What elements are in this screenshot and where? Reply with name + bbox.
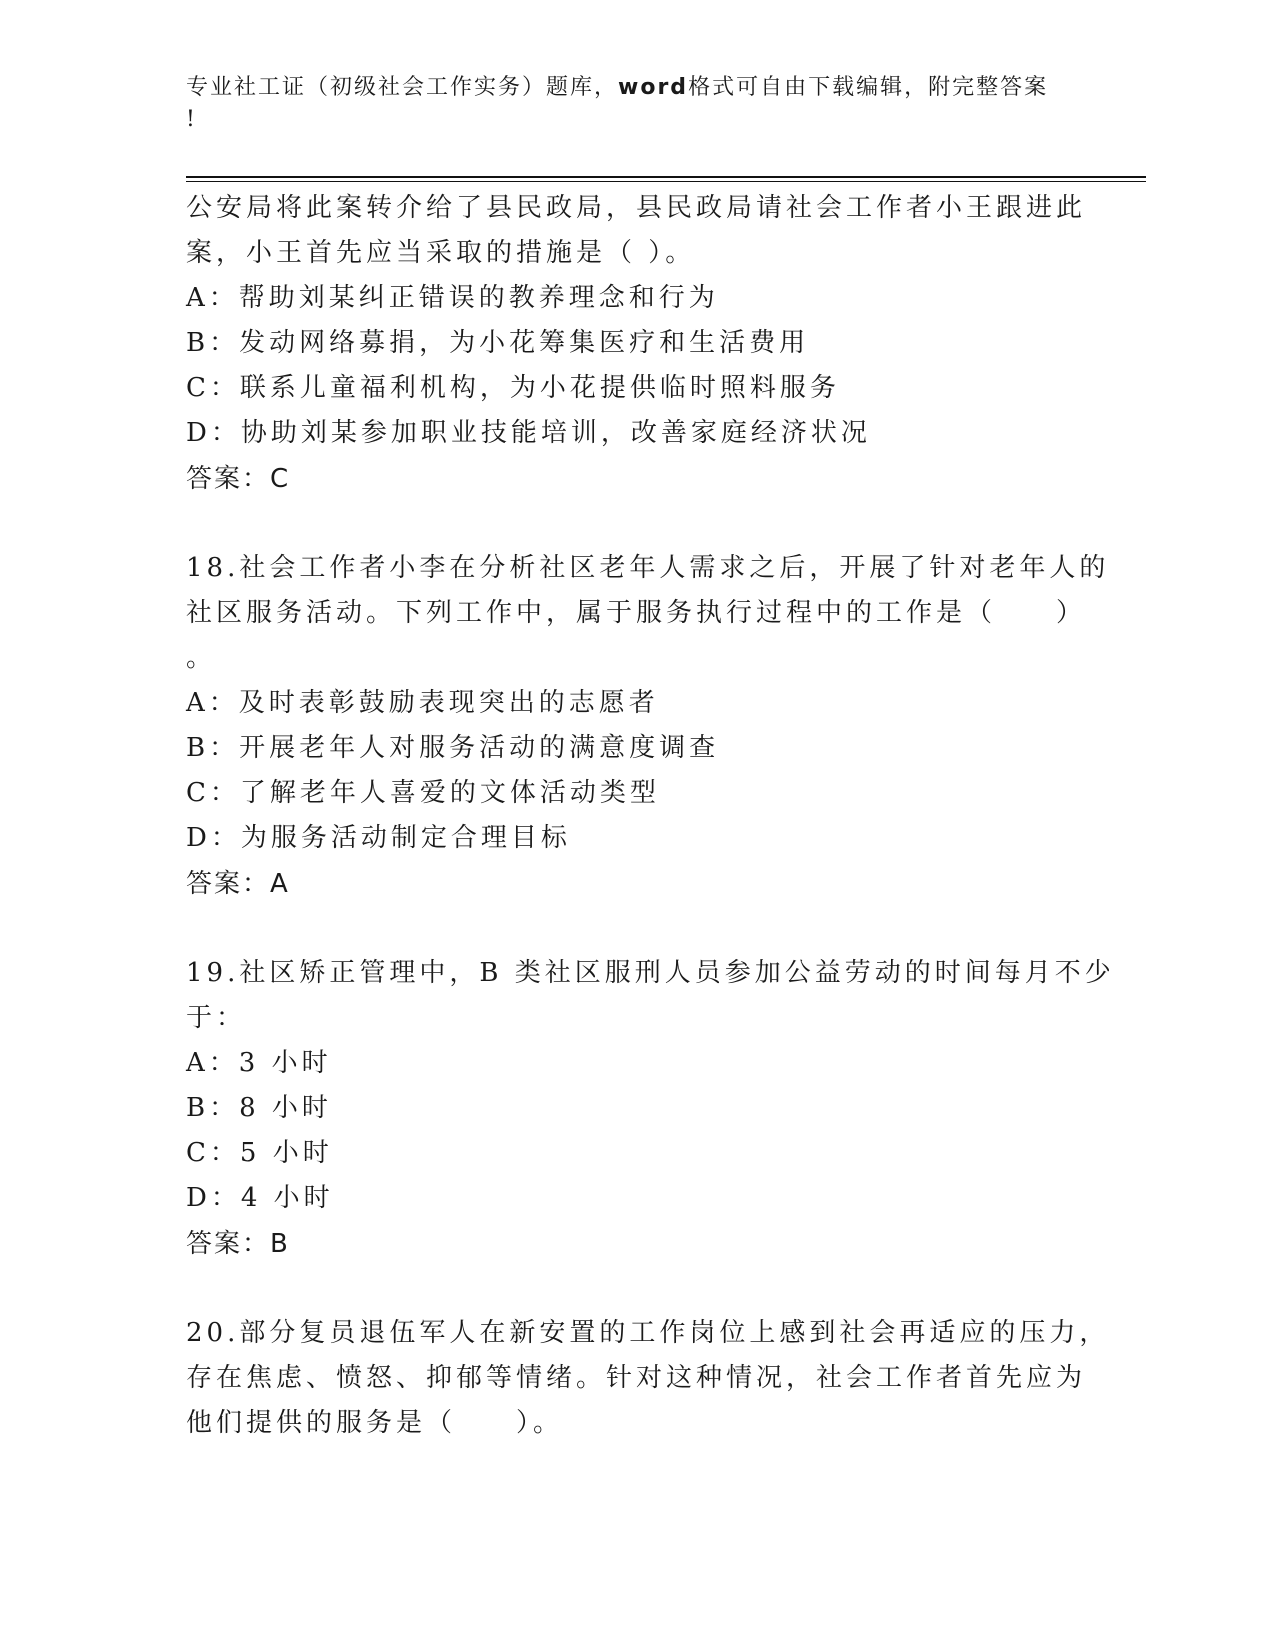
question-19 [186,951,1115,1267]
option-b: B：开展老年人对服务活动的满意度调查 [186,733,720,763]
answer-line: 答案：C [186,464,291,494]
answer-line: 答案：B [186,1229,290,1259]
page-header [186,72,1066,136]
answer-line: 答案：A [186,869,290,899]
header-word-label: word [618,75,689,100]
option-c: C：5 小时 [186,1138,333,1168]
option-d: D：4 小时 [186,1183,334,1213]
question-stem-line: 于： [186,1003,247,1033]
question-stem-line: 公安局将此案转介给了县民政局，县民政局请社会工作者小王跟进此 [186,193,1087,223]
option-d: D：协助刘某参加职业技能培训，改善家庭经济状况 [186,418,871,448]
option-c: C：了解老年人喜爱的文体活动类型 [186,778,660,808]
option-a: A：及时表彰鼓励表现突出的志愿者 [186,688,659,718]
question-17 [186,186,1087,502]
header-title: 专业社工证（初级社会工作实务）题库，word格式可自由下载编辑，附完整答案 [186,75,1049,100]
question-stem-line: 案，小王首先应当采取的措施是（ ）。 [186,238,696,268]
question-stem-line: 存在焦虑、愤怒、抑郁等情绪。针对这种情况，社会工作者首先应为 [186,1363,1087,1393]
header-title-end: ! [186,107,197,132]
option-b: B：8 小时 [186,1093,332,1123]
option-a: A：3 小时 [186,1048,332,1078]
question-18 [186,546,1110,907]
header-rule-thin [186,181,1146,182]
header-rule-thick [186,176,1146,178]
question-stem-line: 他们提供的服务是（ ）。 [186,1408,564,1438]
question-stem-line: 。 [186,643,217,673]
option-a: A：帮助刘某纠正错误的教养理念和行为 [186,283,719,313]
question-stem-line: 18.社会工作者小李在分析社区老年人需求之后，开展了针对老年人的 [186,553,1110,583]
question-stem-line: 社区服务活动。下列工作中，属于服务执行过程中的工作是（ ） [186,598,1087,628]
option-d: D：为服务活动制定合理目标 [186,823,571,853]
question-stem-line: 19.社区矫正管理中，B 类社区服刑人员参加公益劳动的时间每月不少 [186,958,1115,988]
question-stem-line: 20.部分复员退伍军人在新安置的工作岗位上感到社会再适应的压力， [186,1318,1110,1348]
option-c: C：联系儿童福利机构，为小花提供临时照料服务 [186,373,840,403]
question-content [186,186,1115,1446]
question-20 [186,1311,1110,1446]
option-b: B：发动网络募捐，为小花筹集医疗和生活费用 [186,328,810,358]
